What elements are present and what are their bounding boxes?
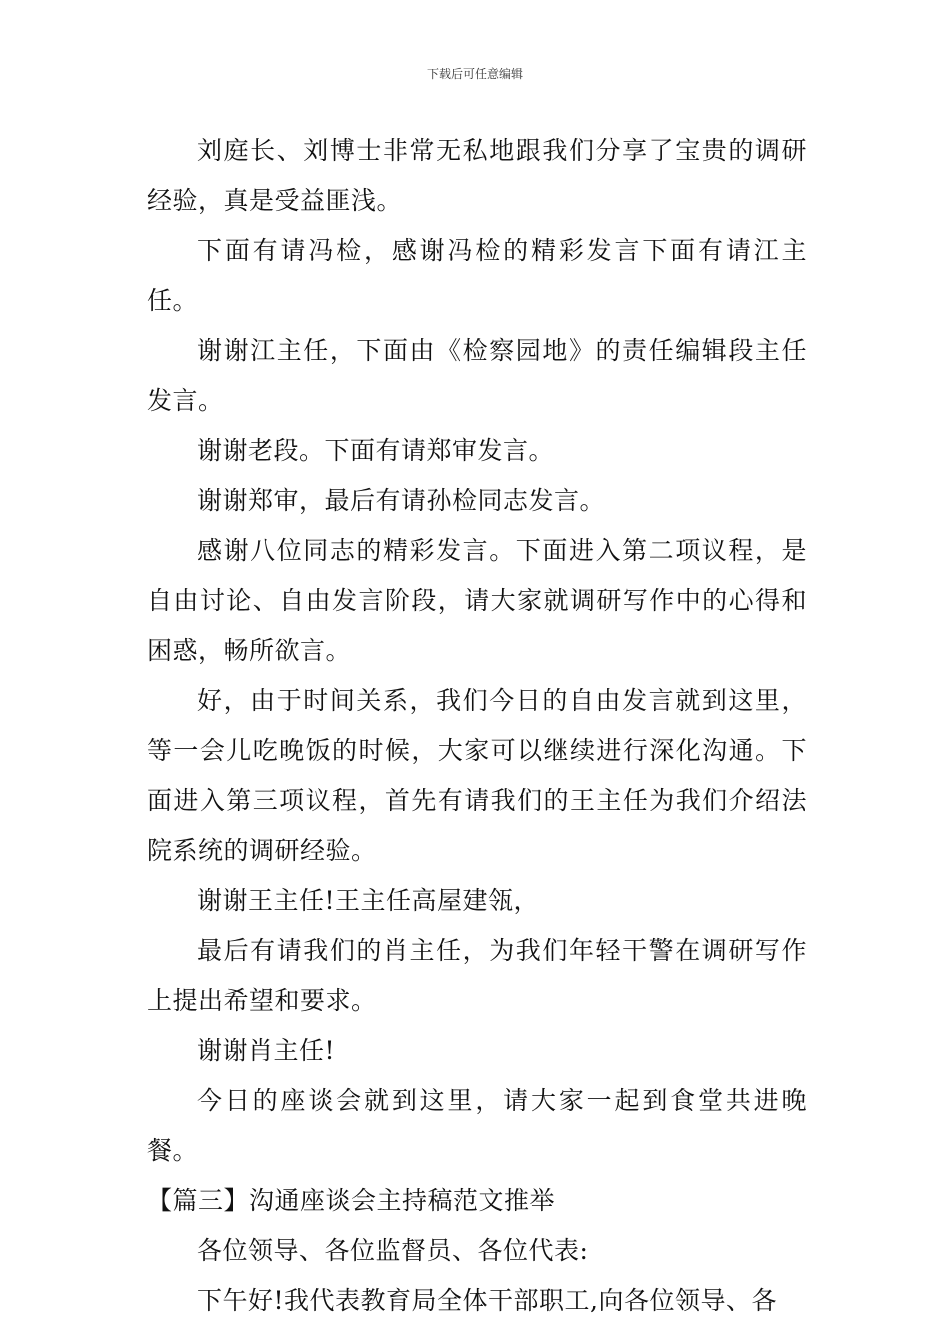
paragraph-6: 感谢八位同志的精彩发言。下面进入第二项议程，是自由讨论、自由发言阶段，请大家就调研写作中的心得和困惑，畅所欲言。: [147, 536, 807, 665]
paragraph-5: 谢谢郑审，最后有请孙检同志发言。: [197, 486, 606, 515]
paragraph-3: 谢谢江主任，下面由《检察园地》的责任编辑段主任发言。: [147, 336, 807, 415]
paragraph-9: 最后有请我们的肖主任，为我们年轻干警在调研写作上提出希望和要求。: [147, 936, 807, 1015]
paragraph-4: 谢谢老段。下面有请郑审发言。: [197, 436, 555, 465]
paragraph-1: 刘庭长、刘博士非常无私地跟我们分享了宝贵的调研经验，真是受益匪浅。: [147, 136, 807, 215]
section-paragraph-2: 下午好!我代表教育局全体干部职工,向各位领导、各: [197, 1286, 777, 1315]
paragraph-2: 下面有请冯检，感谢冯检的精彩发言下面有请江主任。: [147, 236, 807, 315]
paragraph-10: 谢谢肖主任!: [197, 1036, 336, 1065]
paragraph-8: 谢谢王主任!王主任高屋建瓴，: [197, 886, 540, 915]
paragraph-11: 今日的座谈会就到这里，请大家一起到食堂共进晚餐。: [147, 1086, 807, 1165]
section-title: 【篇三】沟通座谈会主持稿范文推举: [147, 1186, 556, 1215]
paragraph-7: 好，由于时间关系，我们今日的自由发言就到这里，等一会儿吃晚饭的时候，大家可以继续进行深化沟通。下面进入第三项议程，首先有请我们的王主任为我们介绍法院系统的调研经验。: [147, 686, 807, 865]
document-body: [147, 126, 807, 1326]
page-header: 下载后可任意编辑: [426, 67, 523, 81]
section-paragraph-1: 各位领导、各位监督员、各位代表:: [197, 1236, 589, 1265]
